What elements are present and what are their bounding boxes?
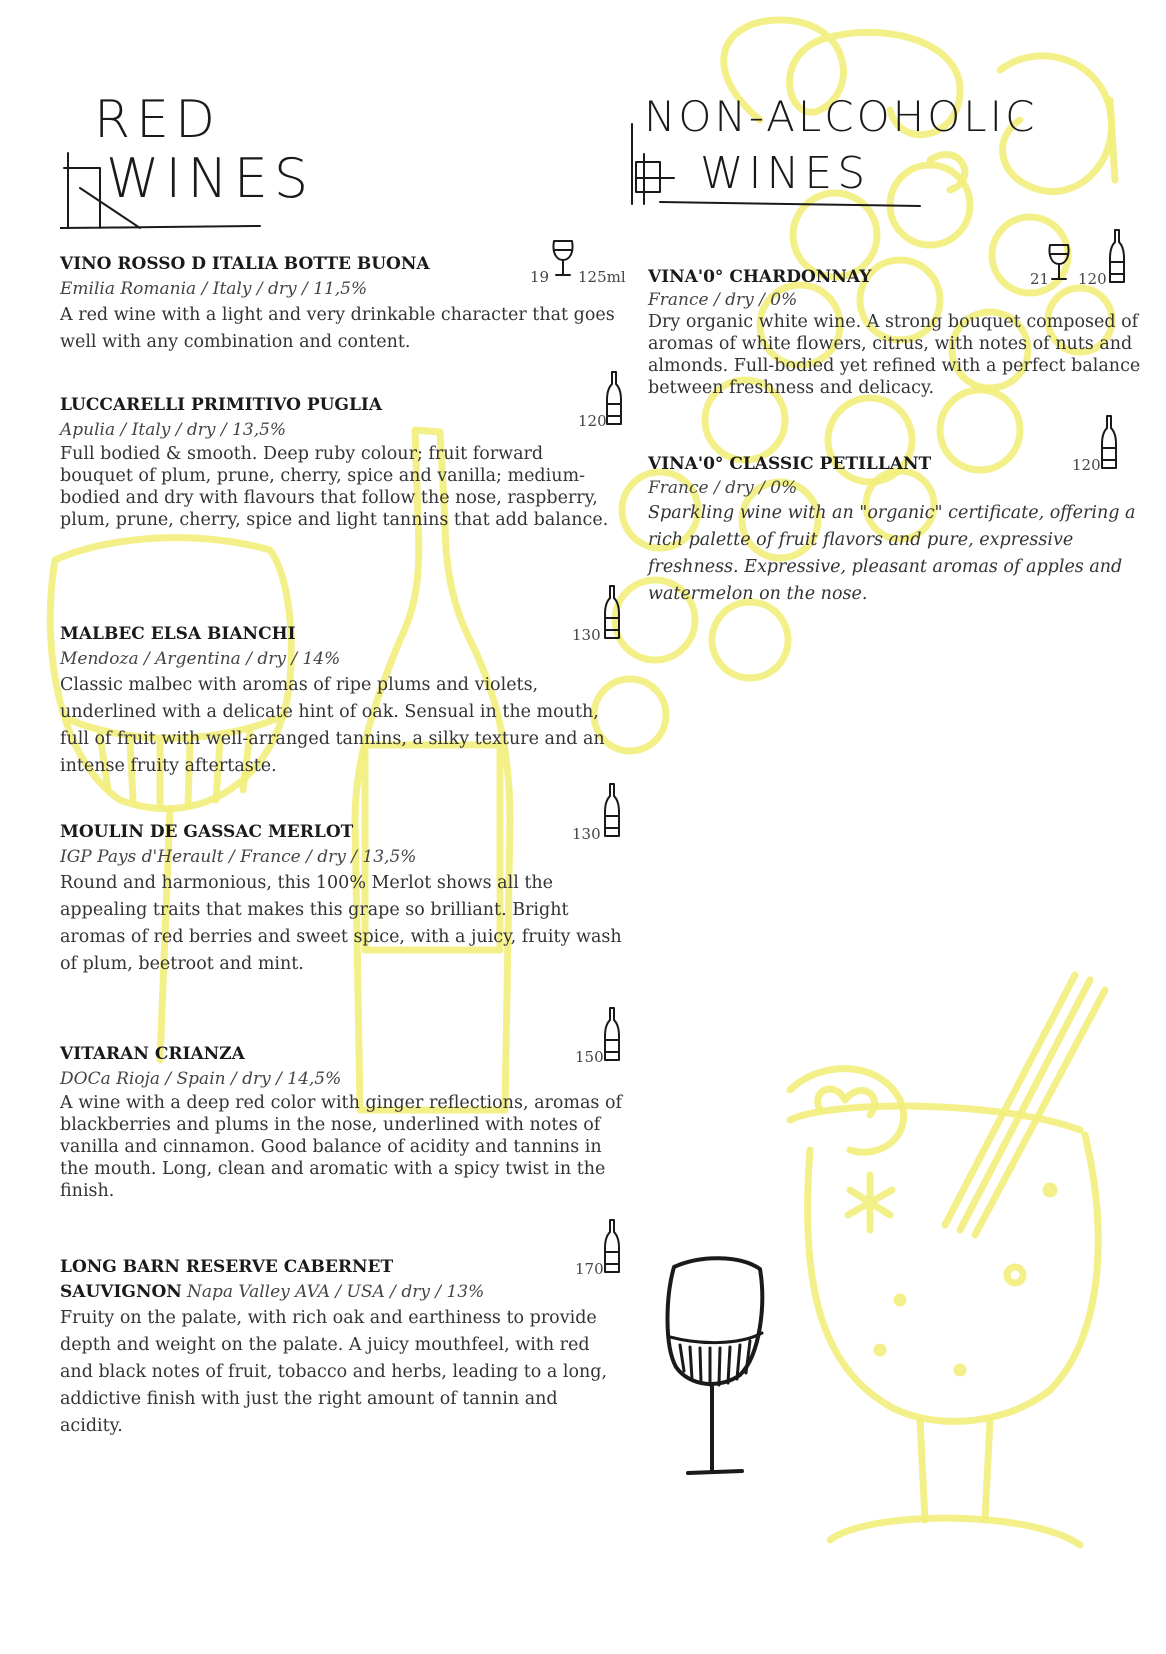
wine-origin: Emilia Romania / Italy / dry / 11,5% (60, 279, 368, 299)
bottle-price: 120 (1072, 456, 1101, 474)
yellow-cocktail-drawing (790, 975, 1105, 1545)
bottle-price: 130 (572, 626, 601, 644)
wine-origin: Apulia / Italy / dry / 13,5% (60, 420, 287, 440)
wine-bottle-icon (605, 370, 623, 426)
glass-price: 21 (1030, 270, 1050, 288)
wine-name: MOULIN DE GASSAC MERLOT (60, 822, 354, 842)
wine-glass-icon (550, 238, 576, 278)
bottle-price: 170 (575, 1260, 604, 1278)
wine-name: VINA'0° CLASSIC PETILLANT (648, 454, 932, 474)
wine-description: Full bodied & smooth. Deep ruby colour; fruit forward bouquet of plum, prune, cherry, spice and vanilla; medium-bodied and dry with flavours that follow the nose, raspberry, plum, prune, cherry, spice and light tannins that add balance. (60, 444, 609, 530)
wine-origin: France / dry / 0% (648, 478, 798, 498)
wine-name: LUCCARELLI PRIMITIVO PUGLIA (60, 395, 383, 415)
wine-bottle-icon (1100, 414, 1118, 470)
wine-glass-illustration (660, 1255, 770, 1485)
wine-item (60, 1042, 625, 1202)
wine-origin: Napa Valley AVA / USA / dry / 13% (186, 1282, 485, 1302)
wine-item (648, 452, 1148, 608)
wine-item (60, 1255, 625, 1440)
wine-item (60, 820, 625, 978)
wine-description: A wine with a deep red color with ginger reflections, aromas of blackberries and plums in the nose, underlined with notes of vanilla and cinnamon. Good balance of acidity and tannins in the mouth. Long, clean and aromatic with a spicy twist in the finish. (60, 1093, 622, 1201)
wine-origin: IGP Pays d'Herault / France / dry / 13,5% (60, 847, 417, 867)
wine-description: A red wine with a light and very drinkable character that goes well with any combination and content. (60, 305, 615, 352)
wine-name: VITARAN CRIANZA (60, 1044, 245, 1064)
bottle-price: 150 (575, 1048, 604, 1066)
wine-bottle-icon (603, 584, 621, 640)
wine-origin: DOCa Rioja / Spain / dry / 14,5% (60, 1069, 342, 1089)
wine-item (648, 265, 1148, 399)
non-alcoholic-heading-line2: WINES (700, 148, 871, 199)
bottle-price: 130 (572, 825, 601, 843)
red-heading-line2: WINES (106, 147, 315, 210)
wine-bottle-icon (1108, 228, 1126, 284)
wine-name-line1: LONG BARN RESERVE CABERNET (60, 1257, 394, 1277)
red-heading-line1: RED (94, 90, 222, 150)
wine-description: Classic malbec with aromas of ripe plums and violets, underlined with a delicate hint of oak. Sensual in the mouth, full of fruit with well-arranged tannins, a silky texture and an intense fruity aftertaste. (60, 675, 605, 776)
wine-origin: France / dry / 0% (648, 290, 798, 310)
wine-name: VINA'0° CHARDONNAY (648, 267, 872, 287)
wine-item (60, 622, 620, 780)
wine-bottle-icon (603, 782, 621, 838)
wine-glass-icon (1046, 242, 1072, 282)
wine-name: MALBEC ELSA BIANCHI (60, 624, 296, 644)
yellow-wine-glass-drawing (50, 538, 291, 1060)
wine-item (60, 393, 620, 531)
wine-name-line2: SAUVIGNON (60, 1282, 182, 1302)
bottle-price: 120 (1078, 270, 1107, 288)
glass-volume: 125ml (578, 268, 626, 286)
wine-description: Round and harmonious, this 100% Merlot shows all the appealing traits that makes this grape so brilliant. Bright aromas of red berries and sweet spice, with a juicy, fruity wash of plum, beetroot and mint. (60, 873, 622, 974)
red-wines-heading (60, 88, 400, 238)
wine-bottle-icon (603, 1218, 621, 1274)
wine-description: Fruity on the palate, with rich oak and earthiness to provide depth and weight on the palate. A juicy mouthfeel, with red and black notes of fruit, tobacco and herbs, leading to a long, addictive finish with just the right amount of tannin and acidity. (60, 1308, 608, 1436)
non-alcoholic-heading (630, 92, 1090, 222)
bottle-price: 120 (578, 412, 607, 430)
wine-origin: Mendoza / Argentina / dry / 14% (60, 649, 341, 669)
non-alcoholic-heading-line1: NON-ALCOHOLIC (644, 92, 1038, 141)
wine-description: Sparkling wine with an "organic" certificate, offering a rich palette of fruit flavors and pure, expressive freshness. Expressive, pleasant aromas of apples and watermelon on the nose. (648, 503, 1136, 604)
wine-description: Dry organic white wine. A strong bouquet composed of aromas of white flowers, citrus, with notes of nuts and almonds. Full-bodied yet refined with a perfect balance between freshness and delicacy. (648, 312, 1141, 398)
glass-price: 19 (530, 268, 550, 286)
wine-bottle-icon (603, 1006, 621, 1062)
wine-name: VINO ROSSO D ITALIA BOTTE BUONA (60, 254, 430, 274)
